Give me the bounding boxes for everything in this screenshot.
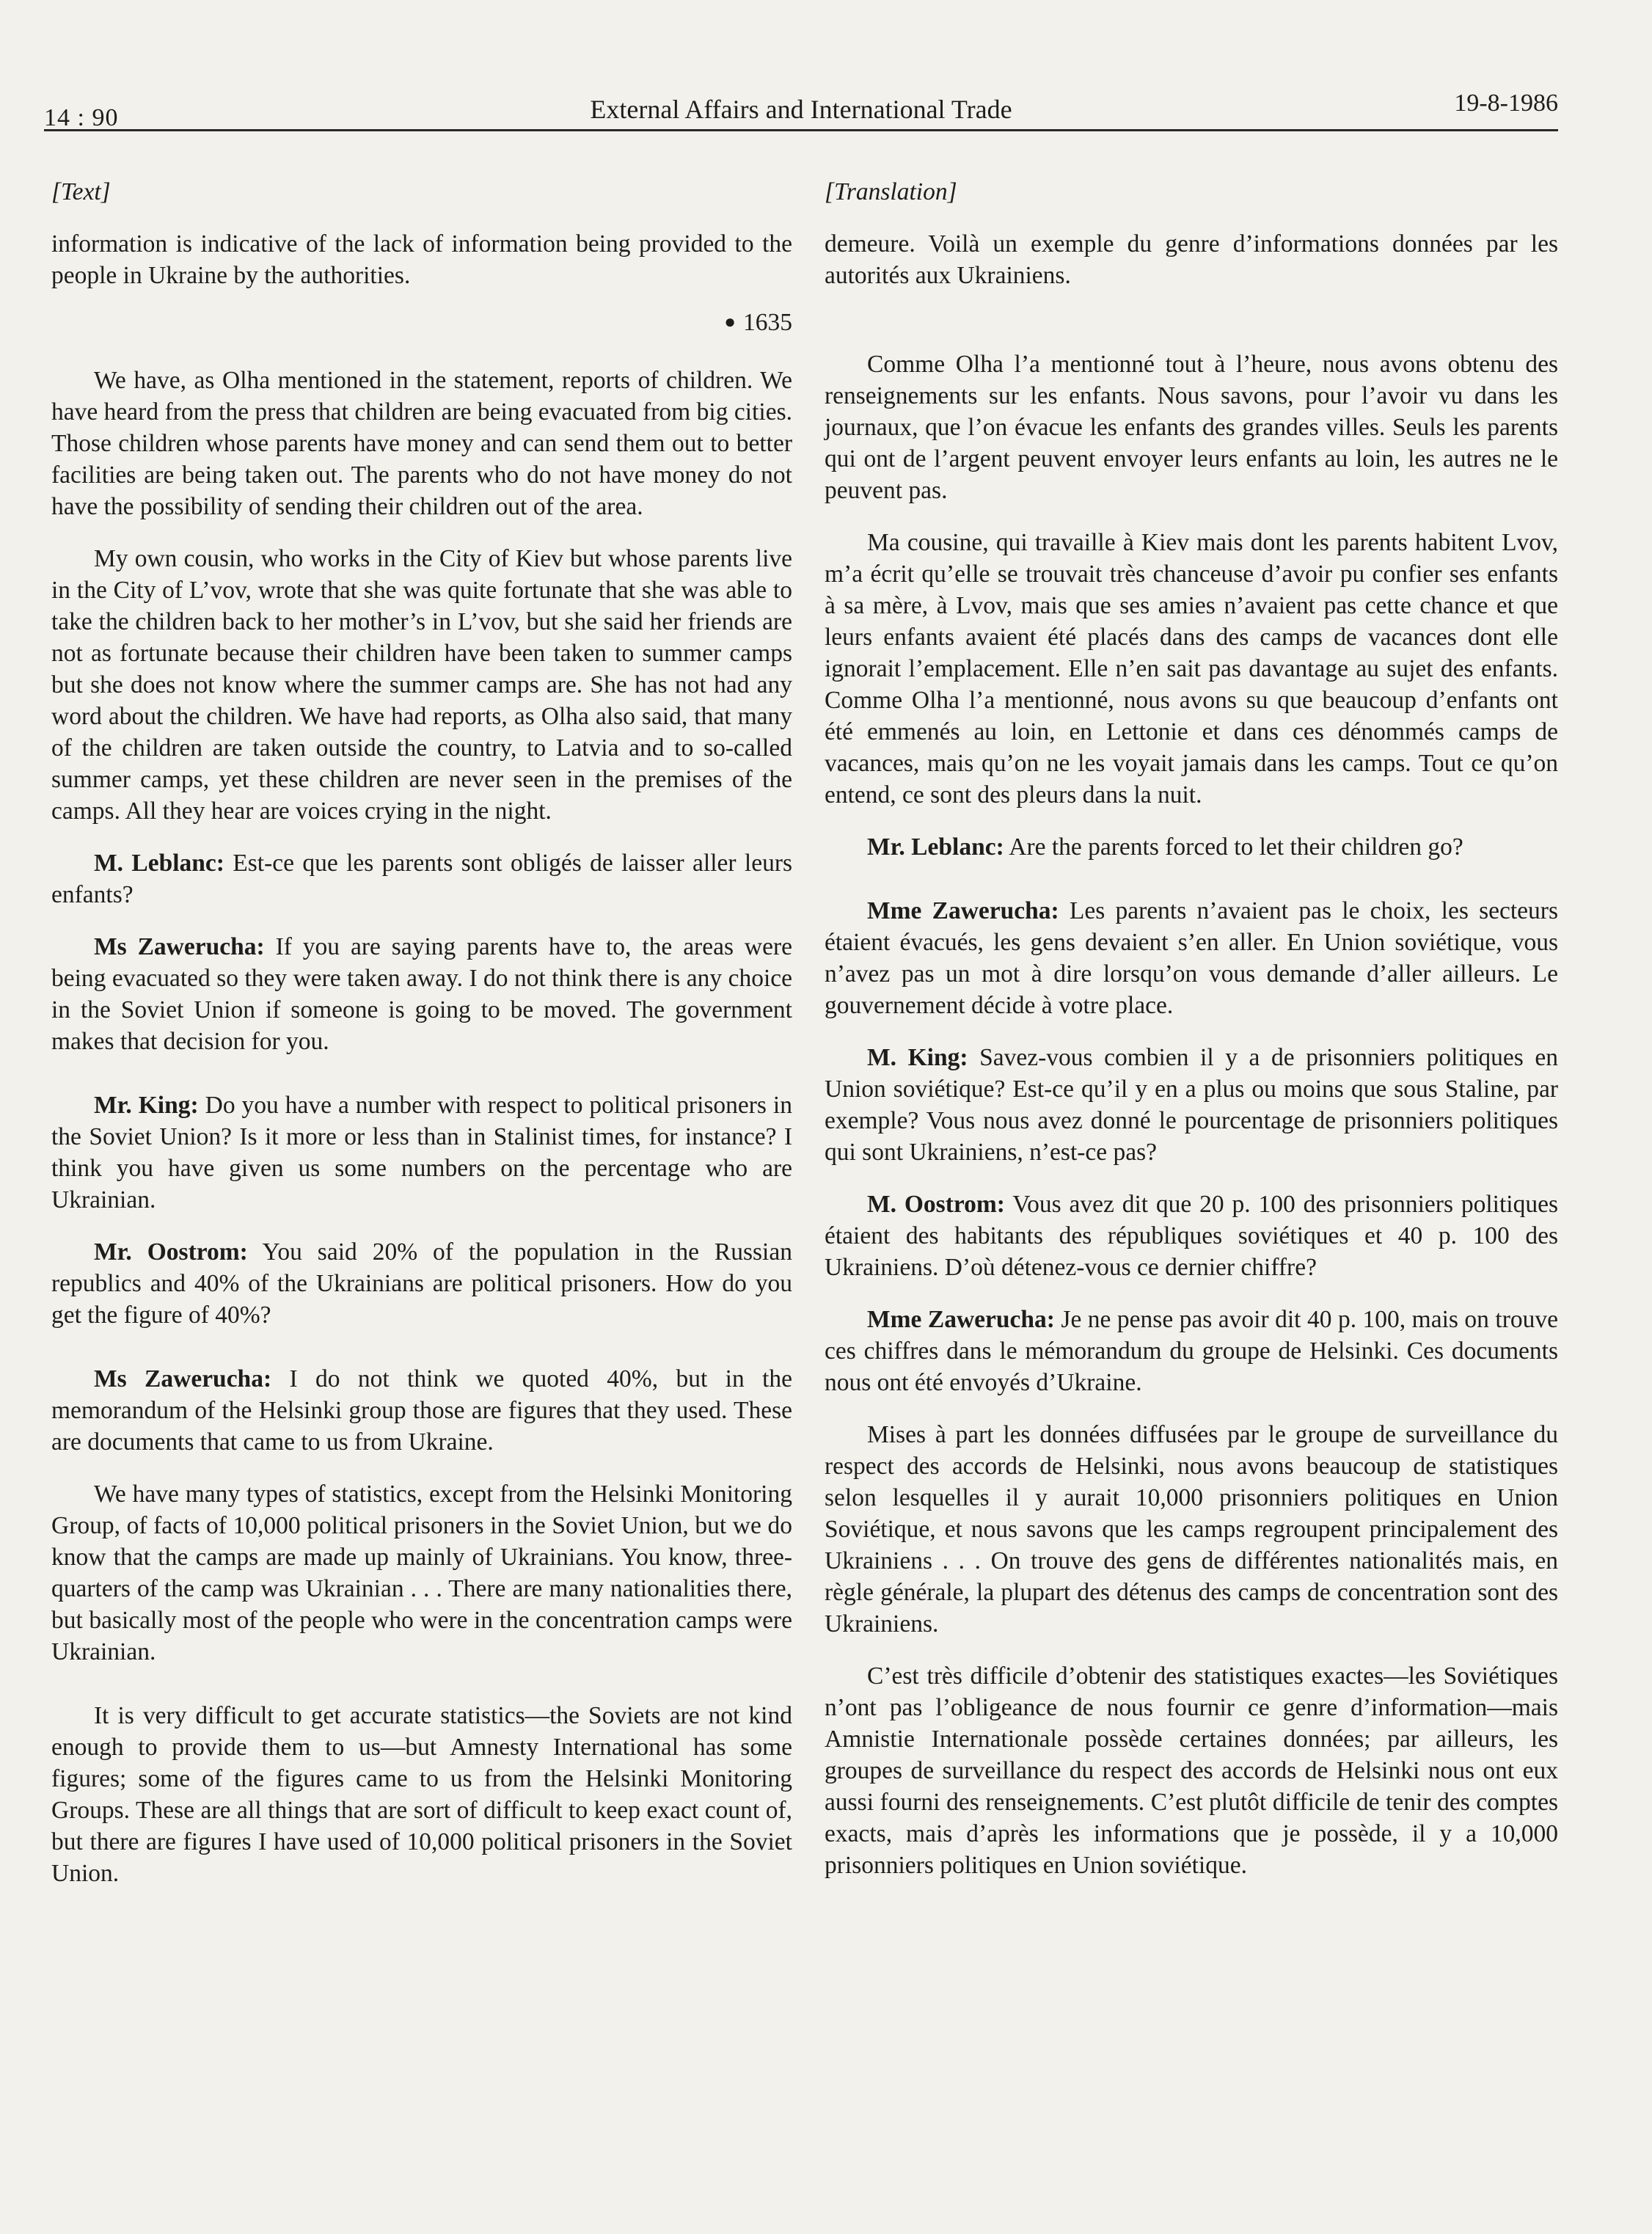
speaker-name: Mme Zawerucha: [867,897,1059,924]
paragraph: Mr. Leblanc: Are the parents forced to let their children go? [867,833,1463,861]
paragraph: M. Leblanc: Est-ce que les parents sont obligés de laisser aller leurs enfants? [51,850,793,908]
speaker-name: Ms Zawerucha: [94,1365,272,1392]
paragraph: Mme Zawerucha: Je ne pense pas avoir dit 40 p. 100, mais on trouve ces chiffres dans le mémorandum du groupe de Helsinki. Ces documents nous ont été envoyés d’Ukraine. [825,1306,1558,1396]
paragraph: C’est très difficile d’obtenir des statistiques exactes—les Soviétiques n’ont pas l’obligeance de nous fournir ce genre d’information—mais Amnistie Internationale possède certaines données; par ailleurs, les groupes de surveillance du respect des accords de Helsinki nous ont eux aussi fourni des renseignements. C’est plutôt difficile de tenir des comptes exacts, mais d’après les informations que je possède, il y a 10,000 prisonniers politiques en Union soviétique. [825,1662,1558,1879]
paragraph: Mme Zawerucha: Les parents n’avaient pas le choix, les secteurs étaient évacués, les gens devaient s’en aller. En Union soviétique, vous n’avez pas un mot à dire lorsqu’on vous demande d’aller ailleurs. Le gouvernement décide à votre place. [825,897,1558,1019]
section-label-text: [Text] [51,178,111,205]
page-title: External Affairs and International Trade [590,95,1012,124]
paragraph: Ms Zawerucha: If you are saying parents have to, the areas were being evacuated so they were taken away. I do not think there is any choice in the Soviet Union if someone is going to be moved. The government makes that decision for you. [51,933,792,1055]
speaker-name: Mme Zawerucha: [867,1306,1055,1333]
paragraph: Mr. King: Do you have a number with respect to political prisoners in the Soviet Union? Is it more or less than in Stalinist times, for instance? I think you have given us some numbers on the percentage who are Ukrainian. [51,1092,792,1213]
page-number: 14 : 90 [44,104,119,131]
paragraph: Mises à part les données diffusées par le groupe de surveillance du respect des accords de Helsinki, nous avons beaucoup de statistiques selon lesquelles il y aurait 10,000 prisonniers politiques en Union Soviétique, et nous savons que les camps regroupent principalement des Ukrainiens . . . On trouve des gens de différentes nationalités mais, en règle générale, la plupart des détenus des camps de concentration sont des Ukrainiens. [825,1421,1558,1638]
page-date: 19-8-1986 [1454,90,1558,117]
speaker-name: Mr. King: [94,1092,199,1119]
paragraph: Mr. Oostrom: You said 20% of the population in the Russian republics and 40% of the Ukrainians are political prisoners. How do you get the figure of 40%? [51,1238,792,1329]
right-column [825,176,1558,1902]
bullet-icon: ● [724,311,736,332]
paragraph: Comme Olha l’a mentionné tout à l’heure, nous avons obtenu des renseignements sur les enfants. Nous savons, pour l’avoir vu dans les journaux, que l’on évacue les enfants des grandes villes. Seuls les parents qui ont de l’argent peuvent envoyer leurs enfants au loin, les autres ne le peuvent pas. [825,351,1558,504]
paragraph: information is indicative of the lack of information being provided to the people in Ukraine by the authorities. [51,230,792,289]
speaker-name: Mr. Leblanc: [867,833,1004,861]
speaker-name: Mr. Oostrom: [94,1238,248,1266]
speaker-name: M. Oostrom: [867,1191,1005,1218]
section-label-translation: [Translation] [825,178,957,205]
paragraph: My own cousin, who works in the City of Kiev but whose parents live in the City of L’vov, wrote that she was quite fortunate that she was able to take the children back to her mother’s in L’vov, but she said her friends are not as fortunate because their children have been taken to summer camps but she does not know where the summer camps are. She has not had any word about the children. We have had reports, as Olha also said, that many of the children are taken outside the country, to Latvia and to so-called summer camps, yet these children are never seen in the premises of the camps. All they hear are voices crying in the night. [51,545,792,825]
paragraph: M. King: Savez-vous combien il y a de prisonniers politiques en Union soviétique? Est-ce qu’il y en a plus ou moins que sous Staline, par exemple? Vous nous avez donné le pourcentage de prisonniers politiques qui sont Ukrainiens, n’est-ce pas? [825,1044,1558,1166]
left-column [51,176,792,1910]
header-rule [44,129,1558,131]
paragraph: Ms Zawerucha: I do not think we quoted 40%, but in the memorandum of the Helsinki group those are figures that they used. These are documents that came to us from Ukraine. [51,1365,793,1456]
paragraph: We have many types of statistics, except from the Helsinki Monitoring Group, of facts of 10,000 political prisoners in the Soviet Union, but we do know that the camps are made up mainly of Ukrainians. You know, three-quarters of the camp was Ukrainian . . . There are many nationalities there, but basically most of the people who were in the concentration camps were Ukrainian. [51,1481,792,1665]
paragraph: demeure. Voilà un exemple du genre d’informations données par les autorités aux Ukrainiens. [825,230,1558,289]
paragraph: M. Oostrom: Vous avez dit que 20 p. 100 des prisonniers politiques étaient des habitants des républiques soviétiques et 40 p. 100 des Ukrainiens. D’où détenez-vous ce dernier chiffre? [825,1191,1558,1281]
paragraph: We have, as Olha mentioned in the statement, reports of children. We have heard from the press that children are being evacuated from big cities. Those children whose parents have money and can send them out to better facilities are being taken out. The parents who do not have money do not have the possibility of sending their children out of the area. [51,367,792,520]
speaker-name: M. King: [867,1044,968,1071]
speaker-name: M. Leblanc: [94,850,224,877]
time-marker: ● 1635 [724,309,792,336]
speaker-name: Ms Zawerucha: [94,933,265,960]
paragraph: Ma cousine, qui travaille à Kiev mais dont les parents habitent Lvov, m’a écrit qu’elle se trouvait très chanceuse d’avoir pu confier ses enfants à sa mère, à Lvov, mais que ses amies n’avaient pas cette chance et que leurs enfants avaient été placés dans des camps de vacances dont elle ignorait l’emplacement. Elle n’en sait pas davantage au sujet des enfants. Comme Olha l’a mentionné, nous avons su que beaucoup d’enfants ont été emmenés au loin, en Lettonie et dans ces dénommés camps de vacances, mais qu’on ne les voyait jamais dans les camps. Tout ce qu’on entend, ce sont des pleurs dans la nuit. [825,529,1558,808]
paragraph: It is very difficult to get accurate statistics—the Soviets are not kind enough to provide them to us—but Amnesty International has some figures; some of the figures came to us from the Helsinki Monitoring Groups. These are all things that are sort of difficult to keep exact count of, but there are figures I have used of 10,000 political prisoners in the Soviet Union. [51,1702,792,1887]
